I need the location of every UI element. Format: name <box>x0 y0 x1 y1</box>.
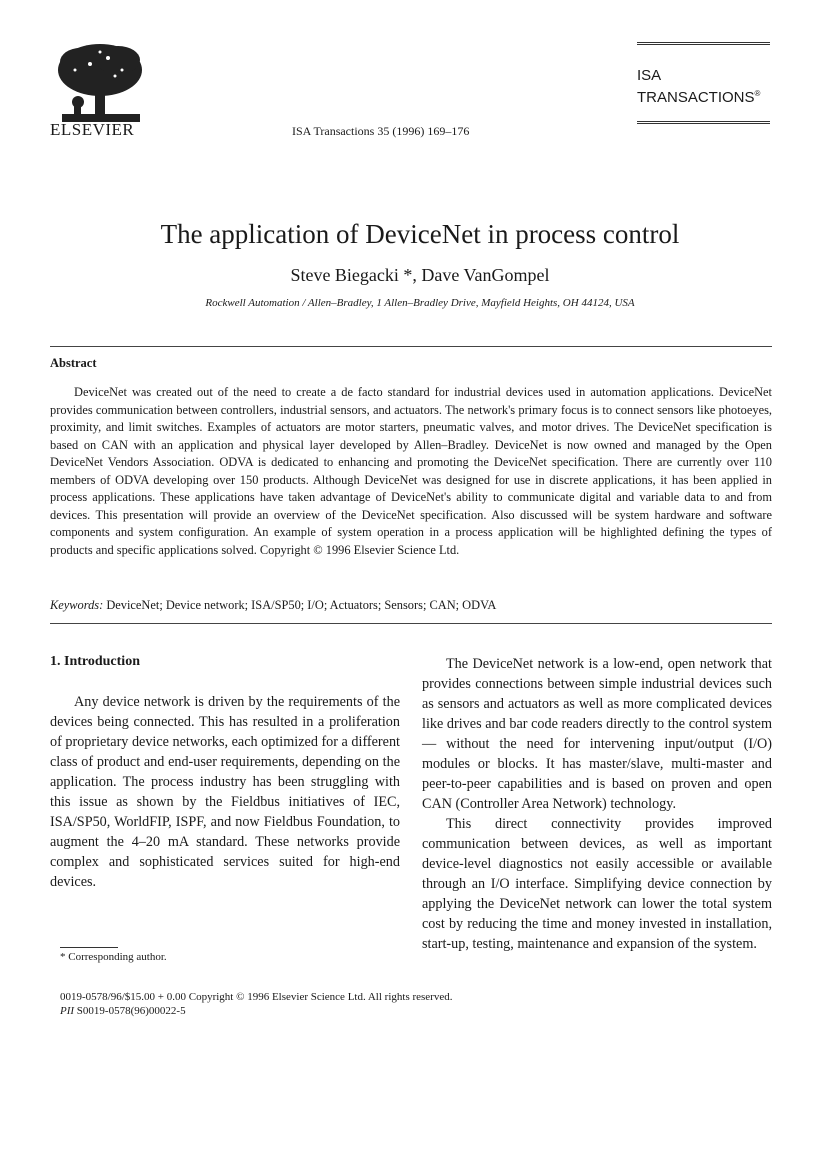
affiliation: Rockwell Automation / Allen–Bradley, 1 Allen–Bradley Drive, Mayfield Heights, OH 44124, USA <box>205 297 635 309</box>
article-title: The application of DeviceNet in process control <box>160 219 680 249</box>
journal-name-line2 <box>637 85 770 107</box>
right-column <box>422 654 772 954</box>
journal-name-text: TRANSACTIONS <box>637 89 755 106</box>
rule <box>637 121 770 124</box>
footnote: * Corresponding author. <box>60 951 167 963</box>
abstract-body: DeviceNet was created out of the need to create a de facto standard for industrial devices used in automation applications. DeviceNet provides communication between controllers, industrial sensors, and actuators. The network's primary focus is to connect sensors like photoeyes, proximity, and limit switches. Examples of actuators are motor starters, pneumatic valves, and motor drives. The DeviceNet specification is based on CAN with an application and physical layer developed by Allen–Bradley. DeviceNet is now owned and managed by the Open DeviceNet Vendors Association. ODVA is dedicated to enhancing and promoting the DeviceNet specification. There are currently over 110 members of ODVA developing over 150 products. Although DeviceNet was designed for use in discrete applications, it has been applied in process applications. These applications have taken advantage of DeviceNet's ability to communicate digital and variable data to and from devices. This presentation will provide an overview of the DeviceNet specification. Also discussed will be system hardware and software components and system configuration. An example of system operation in a process application will be highlighted defining the types of products and specific applications solved. Copyright © 1996 Elsevier Science Ltd. <box>50 385 772 557</box>
body-paragraph: Any device network is driven by the requirements of the devices being connected. This has resulted in a proliferation of proprietary device networks, each optimized for a different class of product and end-user requirements, depending on the application. The process industry has been struggling with this issue as shown by the Fieldbus initiatives of IEC, ISA/SP50, WorldFIP, ISPF, and now Fieldbus Foundation, to augment the 4–20 mA standard. These networks provide complex and sophisticated services suited for high-end devices. <box>50 694 400 890</box>
authors: Steve Biegacki *, Dave VanGompel <box>290 265 550 285</box>
divider <box>50 623 772 624</box>
publisher-name: ELSEVIER <box>50 120 135 139</box>
left-column <box>50 652 400 892</box>
journal-name-line1: ISA <box>637 67 662 84</box>
pii-value: S0019-0578(96)00022-5 <box>76 1005 186 1017</box>
rule <box>637 42 770 45</box>
body-paragraph: This direct connectivity provides improved communication between devices, as well as important device-level diagnostics not easily accessible or available through an I/O interface. Simplifying device connection by applying the DeviceNet network can lower the total system cost by reducing the time and money invested in installation, start-up, testing, maintenance and expansion of the system. <box>422 816 772 952</box>
section-heading: 1. Introduction <box>50 654 140 669</box>
divider <box>50 346 772 347</box>
keywords-list: DeviceNet; Device network; ISA/SP50; I/O; Actuators; Sensors; CAN; ODVA <box>106 598 497 612</box>
keywords-label: Keywords: <box>50 598 104 612</box>
keywords <box>50 598 496 613</box>
elsevier-tree-logo <box>50 40 150 130</box>
body-paragraph: The DeviceNet network is a low-end, open network that provides connections between simple industrial devices such as sensors and actuators as well as more complicated devices like drives and bar code readers directly to the control system — without the need for intervening input/output (I/O) modules or blocks. It has master/slave, multi-master and peer-to-peer capabilities and is based on proven and open CAN (Controller Area Network) technology. <box>422 656 772 812</box>
pii-label: PII <box>60 1005 75 1017</box>
footnote-rule <box>60 947 118 948</box>
pii-line <box>60 1005 186 1017</box>
journal-name-block <box>637 42 770 124</box>
copyright-line: 0019-0578/96/$15.00 + 0.00 Copyright © 1996 Elsevier Science Ltd. All rights reserved. <box>60 991 453 1003</box>
trademark: ® <box>754 89 761 98</box>
journal-reference: ISA Transactions 35 (1996) 169–176 <box>292 124 470 138</box>
abstract-heading: Abstract <box>50 356 97 370</box>
journal-name <box>637 67 770 107</box>
